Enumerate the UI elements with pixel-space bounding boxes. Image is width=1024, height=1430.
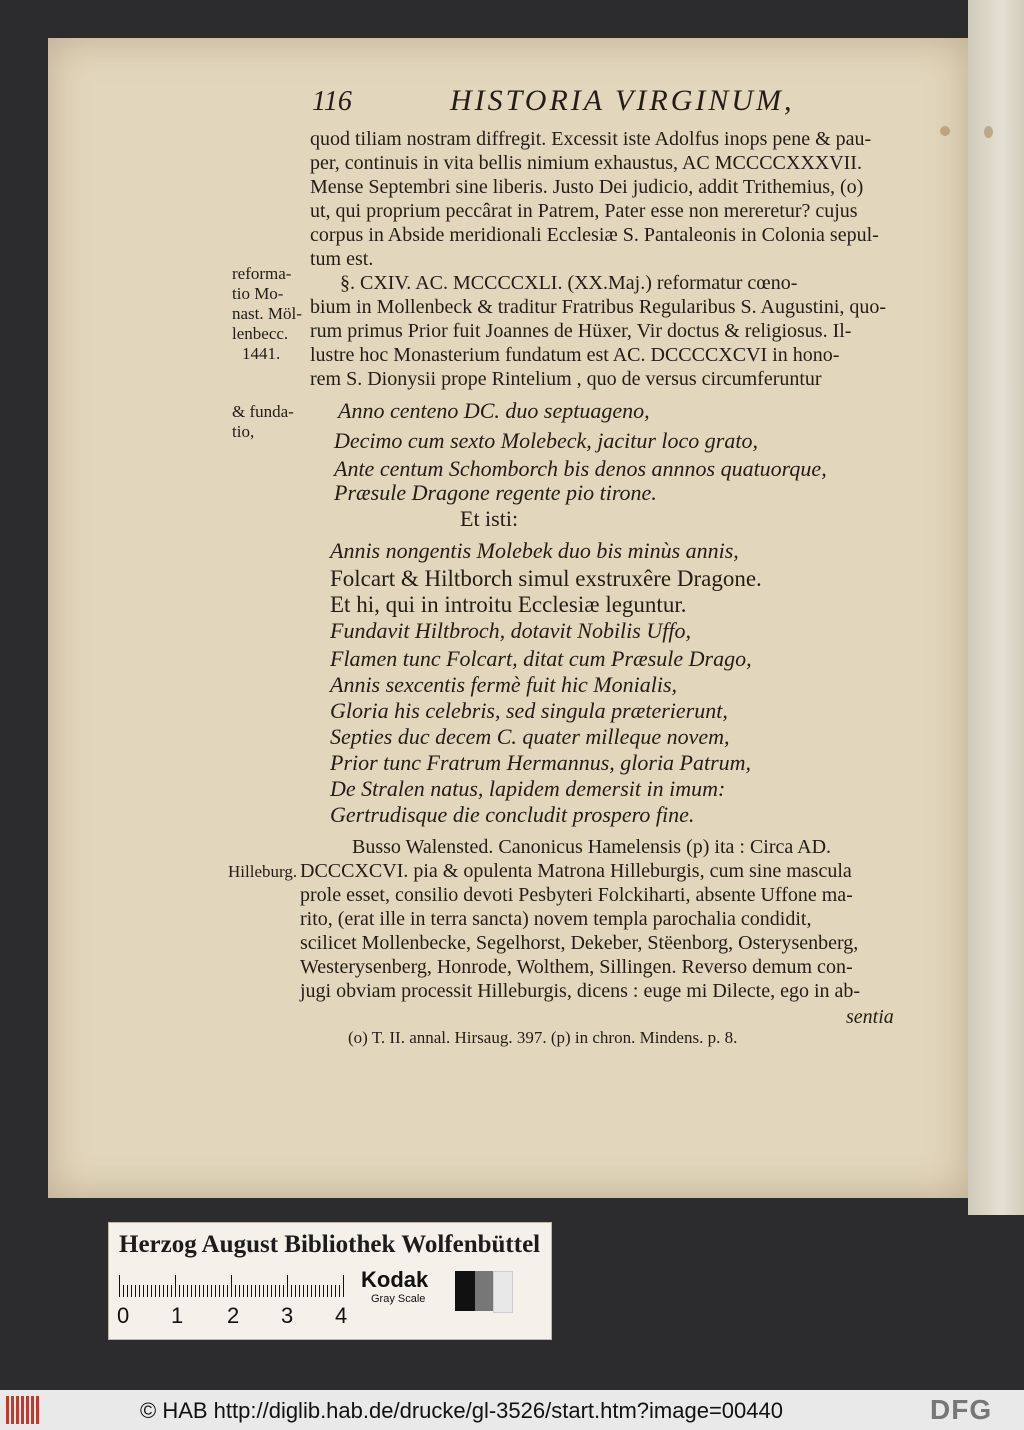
ruler-tick (183, 1285, 184, 1297)
ruler-tick (263, 1285, 264, 1297)
text-line: lustre hoc Monasterium fundatum est AC. DCCCCXCVI in hono- (310, 344, 840, 366)
ruler-tick (227, 1285, 228, 1297)
ruler-tick (219, 1285, 220, 1297)
scale-number: 1 (171, 1303, 184, 1328)
ruler-tick (151, 1285, 152, 1297)
kodak-logo: Kodak (361, 1267, 429, 1292)
verse-line: Decimo cum sexto Molebeck, jacitur loco grato, (334, 428, 758, 453)
ruler-tick (295, 1285, 296, 1297)
margin-note-line: tio Mo- (232, 284, 284, 303)
running-title: HISTORIA VIRGINUM, (450, 84, 795, 117)
ruler-tick (155, 1285, 156, 1297)
text-line: rum primus Prior fuit Joannes de Hüxer, Vir doctus & religiosus. Il- (310, 320, 852, 342)
text-line: rito, (erat ille in terra sancta) novem templa parochalia condidit, (300, 908, 812, 930)
margin-note-line: 1441. (242, 344, 281, 363)
text-line: DCCCXCVI. pia & opulenta Matrona Hilleburgis, cum sine mascula (300, 860, 852, 882)
ruler-tick (311, 1285, 312, 1297)
ruler-tick (207, 1285, 208, 1297)
ruler-tick (159, 1285, 160, 1297)
dfg-logo: DFG (930, 1394, 993, 1425)
gray-scale-label: Gray Scale (371, 1293, 426, 1305)
text-line: Westerysenberg, Honrode, Wolthem, Sillingen. Reverso demum con- (300, 956, 853, 978)
ruler-tick (323, 1285, 324, 1297)
ruler-tick (299, 1285, 300, 1297)
ruler-tick (203, 1285, 204, 1297)
scale-number: 2 (227, 1303, 240, 1328)
scale-ruler (119, 1273, 351, 1297)
ruler-tick (259, 1285, 260, 1297)
ruler-tick (175, 1275, 176, 1297)
ruler-tick (335, 1285, 336, 1297)
verse-line: De Stralen natus, lapidem demersit in imum: (330, 776, 726, 801)
ruler-tick (195, 1285, 196, 1297)
copyright-link[interactable]: © HAB http://diglib.hab.de/drucke/gl-3526/start.htm?image=00440 (140, 1398, 783, 1423)
ruler-tick (339, 1285, 340, 1297)
ruler-tick (215, 1285, 216, 1297)
ruler-tick (235, 1285, 236, 1297)
verse-line: Prior tunc Fratrum Hermannus, gloria Patrum, (330, 750, 752, 775)
verse-line: Ante centum Schomborch bis denos annnos quatuorque, (334, 456, 827, 481)
ruler-tick (243, 1285, 244, 1297)
scale-number: 4 (335, 1303, 348, 1328)
ruler-tick (119, 1275, 120, 1297)
ruler-tick (223, 1285, 224, 1297)
ink-stain (940, 126, 950, 136)
gray-swatch-white (493, 1271, 513, 1313)
adjacent-page-edge (968, 0, 1024, 1215)
ruler-tick (179, 1285, 180, 1297)
ruler-tick (267, 1285, 268, 1297)
ruler-tick (123, 1285, 124, 1297)
text-line: quod tiliam nostram diffregit. Excessit iste Adolfus inops pene & pau- (310, 128, 872, 150)
ruler-tick (199, 1285, 200, 1297)
ruler-tick (143, 1285, 144, 1297)
ruler-tick (139, 1285, 140, 1297)
ruler-tick (251, 1285, 252, 1297)
et-isti-heading: Et isti: (460, 506, 519, 531)
ruler-tick (255, 1285, 256, 1297)
library-color-card (108, 1222, 552, 1340)
library-name: Herzog August Bibliothek Wolfenbüttel (119, 1231, 541, 1258)
footnote: (o) T. II. annal. Hirsaug. 397. (p) in chron. Mindens. p. 8. (348, 1028, 738, 1047)
page-number: 116 (312, 86, 352, 117)
text-line: §. CXIV. AC. MCCCCXLI. (XX.Maj.) reformatur cœno- (340, 272, 798, 294)
text-line: Busso Walensted. Canonicus Hamelensis (p) ita : Circa AD. (352, 836, 832, 858)
margin-note-line: tio, (232, 422, 255, 441)
ruler-tick (231, 1275, 232, 1297)
verse-line: Gloria his celebris, sed singula præterierunt, (330, 698, 728, 723)
text-line: corpus in Abside meridionali Ecclesiæ S. Pantaleonis in Colonia sepul- (310, 224, 879, 246)
text-line: tum est. (310, 248, 374, 270)
ruler-tick (191, 1285, 192, 1297)
text-line: per, continuis in vita bellis nimium exhaustus, AC MCCCCXXXVII. (310, 152, 862, 174)
ruler-tick (163, 1285, 164, 1297)
ruler-tick (247, 1285, 248, 1297)
gray-swatch-black (455, 1271, 475, 1311)
verse-line: Fundavit Hiltbroch, dotavit Nobilis Uffo, (330, 618, 691, 643)
text-line: Mense Septembri sine liberis. Justo Dei judicio, addit Trithemius, (o) (310, 176, 864, 198)
verse-line: Annis nongentis Molebek duo bis minùs annis, (330, 538, 739, 563)
ruler-tick (147, 1285, 148, 1297)
margin-note-line: reforma- (232, 264, 292, 283)
ink-stain (984, 126, 993, 138)
text-line: rem S. Dionysii prope Rintelium , quo de versus circumferuntur (310, 368, 822, 390)
ruler-tick (319, 1285, 320, 1297)
scale-number: 0 (117, 1303, 130, 1328)
ruler-tick (131, 1285, 132, 1297)
verse-line: Folcart & Hiltborch simul exstruxêre Dragone. (330, 566, 762, 591)
ruler-tick (275, 1285, 276, 1297)
verse-line: Annis sexcentis fermè fuit hic Monialis, (330, 672, 678, 697)
ruler-tick (291, 1285, 292, 1297)
ruler-tick (331, 1285, 332, 1297)
gray-swatch-mid (475, 1271, 493, 1311)
margin-note-line: & funda- (232, 402, 294, 421)
text-line: jugi obviam processit Hilleburgis, dicens : euge mi Dilecte, ego in ab- (300, 980, 861, 1002)
ruler-tick (279, 1285, 280, 1297)
verse-line: Præsule Dragone regente pio tirone. (334, 480, 657, 505)
ruler-tick (167, 1285, 168, 1297)
ruler-tick (239, 1285, 240, 1297)
text-line: bium in Mollenbeck & traditur Fratribus Regularibus S. Augustini, quo- (310, 296, 887, 318)
ruler-tick (171, 1285, 172, 1297)
ruler-tick (127, 1285, 128, 1297)
ruler-tick (135, 1285, 136, 1297)
ruler-tick (211, 1285, 212, 1297)
verse-line: Gertrudisque die concludit prospero fine. (330, 802, 695, 827)
ruler-tick (327, 1285, 328, 1297)
text-line: prole esset, consilio devoti Pesbyteri Folckiharti, absente Uffone ma- (300, 884, 853, 906)
verse-line: Septies duc decem C. quater milleque novem, (330, 724, 730, 749)
verse-line: Anno centeno DC. duo septuageno, (338, 398, 650, 423)
hab-logo-icon (6, 1396, 46, 1424)
ruler-tick (343, 1275, 344, 1297)
ruler-tick (303, 1285, 304, 1297)
text-line: scilicet Mollenbecke, Segelhorst, Dekeber, Stëenborg, Osterysenberg, (300, 932, 859, 954)
margin-note-line: lenbecc. (232, 324, 289, 343)
margin-note-line: nast. Möl- (232, 304, 302, 323)
catchword: sentia (846, 1006, 894, 1028)
ruler-tick (307, 1285, 308, 1297)
scale-number: 3 (281, 1303, 294, 1328)
margin-note-hilleburg: Hilleburg. (228, 862, 298, 881)
ruler-tick (187, 1285, 188, 1297)
ruler-tick (271, 1285, 272, 1297)
verse-line: Flamen tunc Folcart, ditat cum Præsule Drago, (330, 646, 752, 671)
ruler-tick (283, 1285, 284, 1297)
ruler-tick (287, 1275, 288, 1297)
ruler-tick (315, 1285, 316, 1297)
verse-line: Et hi, qui in introitu Ecclesiæ leguntur. (330, 592, 687, 617)
text-line: ut, qui proprium peccârat in Patrem, Pater esse non mereretur? cujus (310, 200, 858, 222)
